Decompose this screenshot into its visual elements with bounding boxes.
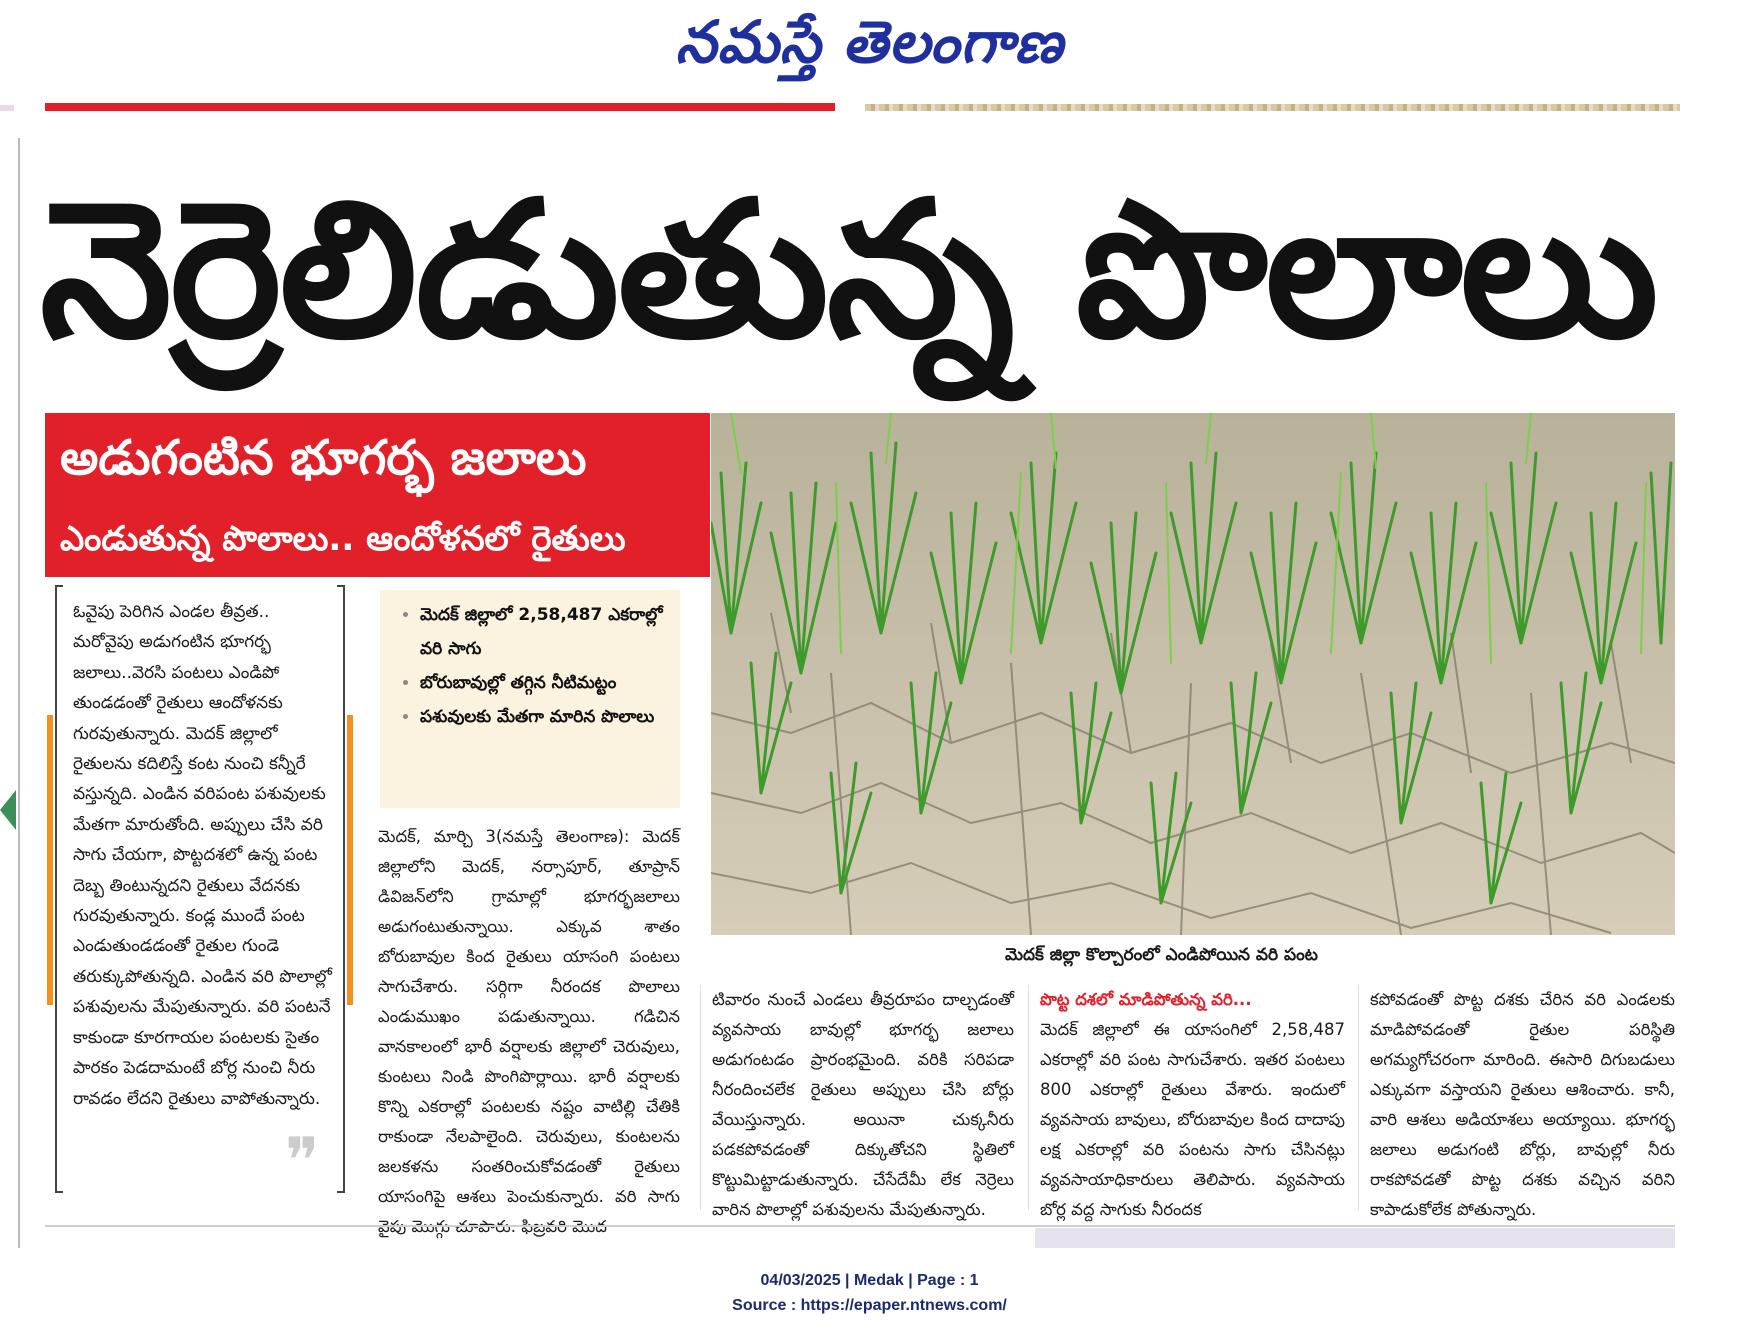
- sidebar-bracket-right: [337, 585, 345, 1193]
- column-3-text: మెదక్ జిల్లాలో ఈ యాసంగిలో 2,58,487 ఎకరాల్లో వరి పంట సాగుచేశారు. ఇతర పంటలు 800 ఎకరాల్లో రైతులు వేశారు. ఇందులో వ్యవసాయ బావులు, బోరుబావుల కింద దాదాపు లక్ష ఎకరాల్లో వరి పంటను సాగు చేసినట్లు వ్యవసాయాధికారులు తెలిపారు. వ్యవసాయ బోర్ల వద్ద సాగుకు నీరందక: [1040, 1020, 1345, 1219]
- page-nav-arrow-icon[interactable]: [0, 790, 16, 830]
- quote-mark-icon: ❞: [285, 1125, 320, 1199]
- intro-sidebar: [55, 585, 345, 1195]
- article-column-1: మెదక్, మార్చి 3(నమస్తే తెలంగాణ): మెదక్ జిల్లాలోని మెదక్, నర్సాపూర్, తూప్రాన్ డివిజన్‌లోని గ్రామాల్లో భూగర్భజలాలు అడుగంటుతున్నాయి. ఎక్కువ శాతం బోరుబావుల కింద రైతులు యాసంగి పంటలు సాగుచేశారు. సర్గిగా నీరందక పొలాలు ఎండుముఖం పడుతున్నాయి. గడిచిన వానకాలంలో భారీ వర్షాలకు జిల్లాలో చెరువులు, కుంటలు నిండి పొంగిపొర్లాయి. భారీ వర్షాలకు కొన్ని ఎకరాల్లో పంటలకు నష్టం వాటిల్లి చేతికి రాకుండా నేలపాలైంది. చెరువులు, కుంటలను జలకళను సంతరించుకోవడంతో రైతులు యాసంగిపై ఆశలు పెంచుకున్నారు. వరి సాగు: [378, 827, 680, 1206]
- article-column-3: [1040, 985, 1345, 1225]
- highlight-item: • పశువులకు మేతగా మారిన పొలాలు: [420, 700, 672, 734]
- left-margin-line: [18, 138, 20, 1248]
- photo-caption: మెదక్ జిల్లా కొల్చారంలో ఎండిపోయిన వరి పంట: [1005, 945, 1318, 965]
- subhead-line-1: అడుగంటిన భూగర్భ జలాలు: [60, 430, 587, 486]
- bottom-rule: [45, 1225, 1675, 1227]
- sidebar-bracket-left: [55, 585, 63, 1193]
- masthead-red-rule: [45, 103, 835, 111]
- next-article-strip: [1035, 1228, 1675, 1248]
- footer-source-link[interactable]: Source : https://epaper.ntnews.com/: [732, 1297, 1007, 1314]
- sidebar-accent-right: [347, 715, 353, 1005]
- masthead-texture-rule: [865, 104, 1680, 111]
- highlight-item: • మెదక్ జిల్లాలో 2,58,487 ఎకరాల్లో వరి సాగు: [420, 598, 672, 666]
- footer-date-line: 04/03/2025 | Medak | Page : 1: [760, 1272, 979, 1289]
- article-column-4: కపోవడంతో పొట్ట దశకు చేరిన వరి ఎండలకు మాడిపోవడంతో రైతుల పరిస్థితి అగమ్యగోచరంగా మారింది. ఈసారి దిగుబడులు ఎక్కువగా వస్తాయని రైతులు ఆశించారు. కానీ, వారి ఆశలు అడియాశలు అయ్యాయి. భూగర్భ జలాలు అడుగంటి బోర్లు, బావుల్లో నీరు రాకపోవడతో పొట్ట దశకు వచ్చిన వరిని కాపాడుకోలేక పోతున్నారు.: [1370, 990, 1675, 1219]
- dry-paddy-field-photo: [711, 413, 1675, 935]
- column-divider: [700, 985, 701, 1210]
- sidebar-text: ఓవైపు పెరిగిన ఎండల తీవ్రత.. మరోవైపు అడుగంటిన భూగర్భ జలాలు..వెరసి పంటలు ఎండిపో తుండడంతో రైతులు ఆందోళనకు గురవుతున్నారు. మెదక్ జిల్లాలో రైతులను కదిలిస్తే కంట నుంచి కన్నీరే వస్తున్నది. ఎండిన వరిపంట పశువులకు మేతగా మారుతోంది. అప్పులు చేసి వరి సాగు చేయగా, పొట్టదశలో ఉన్న పంట దెబ్బ తింటున్నదని రైతులు వేదనకు గురవుతున్నారు. కండ్ల ముందే పంట ఎండుతుండడంతో రైతుల గుండె తరుక్కుపోతున్నది. ఎండిన వరి పొలాల్లో పశువులను మేపుతున్నారు. వరి పంటనే కాకుండా కూరగాయల పంటలకు సైతం పారకం పెడదామంటే బోర్ల నుంచి నీరు రావడం లేదని రైతులు వాపోతున్నారు.: [73, 602, 332, 1109]
- footer: [0, 1268, 1739, 1318]
- subhead-line-2: ఎండుతున్న పొలాలు.. ఆందోళనలో రైతులు: [60, 519, 626, 559]
- column-3-heading: పొట్ట దశలో మాడిపోతున్న వరి...: [1040, 990, 1252, 1009]
- highlight-item: • బోరుబావుల్లో తగ్గిన నీటిమట్టం: [420, 666, 672, 700]
- column-divider: [1358, 985, 1359, 1210]
- column-divider: [1028, 985, 1029, 1210]
- headline: నెర్రెలిడుతున్న పొలాలు: [40, 161, 1657, 380]
- left-edge-tick: [0, 105, 14, 111]
- article-column-2: టివారం నుంచే ఎండలు తీవ్రరూపం దాల్చడంతో వ్యవసాయ బావుల్లో భూగర్భ జలాలు అడుగంటడం ప్రారంభమైంది. వరికి సరిపడా నీరందించలేక రైతులు అప్పులు చేసి బోర్లు వేయిస్తున్నారు. అయినా చుక్కనీరు పడకపోవడంతో దిక్కుతోచని స్థితిలో కొట్టుమిట్టాడుతున్నారు. చేసేదేమీ లేక నెర్రెలు వారిన పొలాల్లో పశువులను మేపుతున్నారు.: [712, 990, 1014, 1219]
- highlights-box: [380, 590, 680, 808]
- masthead-logo: నమస్తే తెలంగాణ: [675, 8, 1064, 76]
- sidebar-accent-left: [47, 715, 53, 1005]
